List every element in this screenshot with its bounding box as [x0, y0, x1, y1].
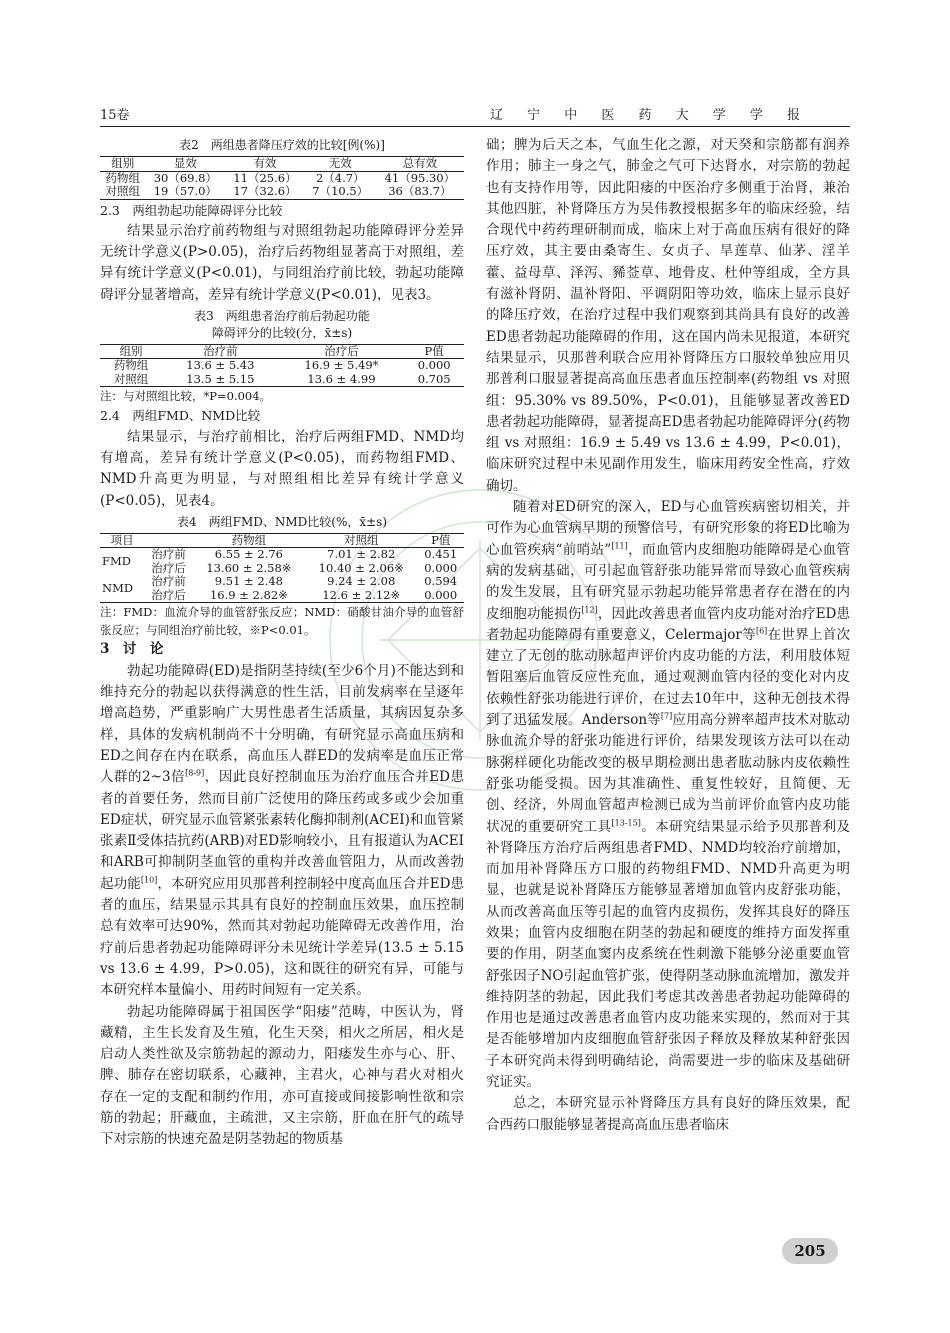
paragraph: 总之，本研究显示补肾降压方具有良好的降压效果，配合西药口服能够显著提高高血压患者临床 [486, 1095, 850, 1133]
citation-ref: [7] [660, 711, 673, 721]
table2-cell: 11（25.6） [233, 170, 297, 185]
table-row [100, 359, 464, 373]
section-heading: 2.4 两组FMD、NMD比较 [100, 408, 261, 424]
table4-cell: 16.9 ± 2.82※ [193, 589, 305, 603]
paragraph: 础；脾为后天之本，气血生化之源，对天癸和宗筋都有润养作用；肺主一身之气，肺金之气可下达肾水，对宗筋的勃起也有支持作用等，因此阳痿的中医治疗多侧重于治肾，兼治其他四脏，补肾降压方为吴伟教授根据多年的临床经验，结合现代中药药理研制而成，临床上对于高血压病有很好的降压疗效，其主要由桑寄生、女贞子、旱莲草、仙茅、淫羊藿、益母草、泽泻、豨莶草、地骨皮、杜仲等组成，全方具有滋补肾阴、温补肾阳、平调阴阳等功效，临床上显示良好的降压疗效，在治疗过程中我们观察到其尚具有良好的改善ED患者勃起功能障碍的作用，这在国内尚未见报道，本研究结果显示，贝那普利联合应用补肾降压方口服较单独应用贝那普利口服显著提高高血压患者血压控制率(药物组 vs 对照组：95.30% vs 89.50%，P<0.01)，且能够显著改善ED患者勃起功能障碍，显著提高ED患者勃起功能障碍评分(药物组 vs 对照组：16.9 ± 5.49 vs 13.6 ± 4.99，P<0.01)，临床研究过程中未见副作用发生，临床用药安全性高，疗效确切。 [486, 137, 850, 494]
running-header [100, 100, 850, 127]
table-row [100, 562, 464, 576]
text-run: ，因此良好控制血压为治疗血压合并ED患者的首要任务，然而目前广泛使用的降压药或多或少会加重ED症状，研究显示血管紧张素转化酶抑制剂(ACEI)和血管紧张素Ⅱ受体拮抗药(ARB)对ED影响较小，且有报道认为ACEI和ARB可抑制阴茎血管的重构并改善血管阻力，从而改善勃起功能 [100, 769, 464, 892]
table4-cell: 0.000 [417, 589, 464, 603]
citation-ref: [13-15] [611, 818, 641, 827]
table4-cell: 治疗前 [151, 574, 186, 589]
table4-group-label: NMD [100, 575, 144, 603]
right-column [486, 135, 850, 1136]
table2-header-cell: 有效 [225, 157, 305, 172]
table2-cell: 17（32.6） [225, 185, 305, 199]
table2-cell: 2（4.7） [315, 170, 365, 185]
table3-caption [100, 308, 464, 342]
volume-label: 15卷 [100, 108, 130, 123]
table4-cell: 0.451 [424, 547, 458, 562]
paragraph: 勃起功能障碍属于祖国医学“阳痿”范畴，中医认为，肾藏精，主生长发育及生殖，化生天癸，相火之所居，相火是启动人类性欲及宗筋勃起的源动力，阳痿发生亦与心、肝、脾、肺存在密切联系，心藏神，主君火，心神与君火对相火存在一定的支配和制约作用，亦可直接或间接影响性欲和宗筋的勃起；肝藏血，主疏泄，又主宗筋，肝血在肝气的疏导下对宗筋的快速充盈是阴茎勃起的物质基 [100, 1003, 464, 1148]
table4-cell: 0.000 [424, 560, 458, 575]
paragraph [486, 497, 850, 1093]
table-row [100, 373, 464, 387]
table4-group-label: FMD [102, 554, 131, 569]
table-row [100, 575, 464, 589]
table4-header-cell: P值 [417, 533, 464, 548]
table4-note: 注：FMD：血流介导的血管舒张反应；NMD：硝酸甘油介导的血管舒张反应；与同组治疗前比较，※P<0.01。 [100, 605, 464, 638]
table3-cell: 对照组 [100, 373, 162, 387]
citation-ref: [11] [611, 541, 628, 551]
left-column [100, 135, 464, 1151]
table4-header-cell [144, 533, 193, 548]
text-run: 应用高分辨率超声技术对肱动脉血流介导的舒张功能进行评价，结果发现该方法可以在动脉粥样硬化功能改变的极早期检测出患者肱动脉内皮依赖性舒张功能受损。因为其准确性、重复性较好，且简便、无创、经济，外周血管超声检测已成为当前评价血管内皮功能状况的重要研究工具 [486, 712, 851, 835]
text-run: ，因此改善患者血管内皮功能对治疗ED患者勃起功能障碍有重要意义，Celermajor等 [486, 605, 850, 643]
paragraph: 结果显示，与治疗前相比，治疗后两组FMD、NMD均有增高，差异有统计学意义(P<0.05)，而药物组FMD、NMD升高更为明显，与对照组相比差异有统计学意义(P<0.05)，见表4。 [100, 428, 464, 509]
table3-header-cell: 治疗后 [279, 344, 405, 359]
table2-cell: 对照组 [100, 185, 146, 199]
table4-cell: 9.24 ± 2.08 [327, 574, 396, 589]
table3-header-cell: P值 [404, 344, 464, 359]
table4-cell: 12.6 ± 2.12※ [305, 589, 417, 603]
table2-cell: 30（69.8） [153, 170, 217, 185]
text-run: 随着对ED研究的深入，ED与心血管疾病密切相关，并可作为心血管病早期的预警信号，有研究形象的将ED比喻为心血管疾病“前哨站” [486, 499, 850, 558]
paragraph [100, 661, 464, 1002]
table4-cell: 10.40 ± 2.06※ [318, 560, 404, 575]
table4-caption: 表4 两组FMD、NMD比较(%，x̄±s) [176, 514, 388, 529]
table2-cell: 41（95.30） [384, 170, 456, 185]
citation-ref: [10] [140, 875, 158, 885]
text-run: 在世界上首次建立了无创的肱动脉超声评价内皮功能的方法，利用肢体短暂阻塞后血管反应性充血，通过观测血管内径的变化对内皮依赖性舒张功能进行评价，在过去10年中，这种无创技术得到了迅猛发展。Anderson等 [486, 626, 850, 729]
table4-cell: 治疗后 [144, 589, 193, 603]
table3-cell: 16.9 ± 5.49* [304, 358, 379, 373]
table3-cell: 13.6 ± 5.43 [186, 358, 255, 373]
table-row [100, 171, 464, 185]
table4-cell: 0.594 [424, 574, 458, 589]
paragraph: 结果显示治疗前药物组与对照组勃起功能障碍评分差异无统计学意义(P>0.05)，治疗后药物组显著高于对照组，差异有统计学意义(P<0.01)，与同组治疗前比较，勃起功能障碍评分显著增高，差异有统计学意义(P<0.01)，见表3。 [100, 222, 464, 303]
table2-header-cell: 显效 [146, 157, 226, 172]
table-row [100, 548, 464, 562]
table3-note: 注：与对照组比较，*P=0.004。 [100, 389, 272, 404]
table2-header-cell: 无效 [305, 157, 376, 172]
table3-header-cell: 治疗前 [162, 344, 278, 359]
table3-cell: 0.000 [417, 358, 451, 373]
table4-cell: 9.51 ± 2.48 [214, 574, 283, 589]
table4-header-cell: 药物组 [193, 533, 305, 548]
table4-cell: 治疗前 [151, 547, 186, 562]
table-row [100, 185, 464, 199]
table2-cell: 19（57.0） [146, 185, 226, 199]
table4-cell: 治疗后 [151, 560, 186, 575]
text-run: 。本研究结果显示给予贝那普利及补肾降压方治疗后两组患者FMD、NMD均较治疗前增加，而加用补肾降压方口服的药物组FMD、NMD升高更为明显，也就是说补肾降压方能够显著增加血管内皮舒张功能，从而改善高血压等引起的血管内皮损伤，发挥其良好的降压效果；血管内皮细胞在阴茎的勃起和硬度的维持方面发挥重要的作用，阴茎血窦内皮系统在性刺激下能够分泌重要血管舒张因子NO引起血管扩张，使得阴茎动脉血流增加，激发并维持阴茎的勃起，因此我们考虑其改善患者勃起功能障碍的作用也是通过改善患者血管内皮功能来实现的，然而对于其是否能够增加内皮细胞血管舒张因子释放及释放某种舒张因子本研究尚未得到明确结论，尚需要进一步的临床及基础研究证实。 [486, 818, 851, 1091]
table-row [100, 589, 464, 603]
table3-cell: 0.705 [404, 373, 464, 387]
table3-cell: 13.6 ± 4.99 [279, 373, 405, 387]
journal-name: 辽 宁 中 医 药 大 学 学 报 [489, 108, 810, 123]
table3-header-cell: 组别 [100, 344, 162, 359]
table2-header-cell: 总有效 [376, 157, 464, 172]
section-heading: 2.3 两组勃起功能障碍评分比较 [100, 202, 283, 218]
table3-cell: 13.5 ± 5.15 [162, 373, 278, 387]
table4-cell: 6.55 ± 2.76 [214, 547, 283, 562]
table3-caption-line: 障碍评分的比较(分，x̄±s) [211, 325, 353, 340]
table2-header-cell: 组别 [100, 157, 146, 172]
table2-caption: 表2 两组患者降压疗效的比较[例(%)] [179, 138, 385, 152]
section-heading: 3 讨 论 [100, 641, 164, 658]
table4-header-cell: 对照组 [305, 533, 417, 548]
table4 [100, 533, 464, 604]
table4-cell: 13.60 ± 2.58※ [206, 560, 292, 575]
table3 [100, 344, 464, 388]
page-number: 205 [782, 1238, 838, 1264]
table3-cell: 药物组 [113, 358, 149, 373]
table4-cell: 7.01 ± 2.82 [327, 547, 396, 562]
citation-ref: [12] [581, 605, 598, 615]
text-run: ，而血管内皮细胞功能障碍是心血管病的发病基础，可引起血管舒张功能异常而导致心血管疾病的发生发展，且有研究显示勃起功能异常患者存在潜在的内皮细胞功能损伤 [486, 541, 850, 622]
table2-cell: 药物组 [105, 170, 141, 185]
citation-ref: [6] [755, 626, 768, 636]
table2-cell: 36（83.7） [376, 185, 464, 199]
citation-ref: [8-9] [185, 768, 205, 778]
text-run: ，本研究应用贝那普利控制轻中度高血压合并ED患者的血压，结果显示其具有良好的控制血压效果，血压控制总有效率可达90%，然而其对勃起功能障碍无改善作用，治疗前后患者勃起功能障碍评分未见统计学差异(13.5 ± 5.15 vs 13.6 ± 4.99，P>0.05)，这和既往的研究有异，可能与本研究样本量偏小、用药时间短有一定关系。 [100, 875, 465, 999]
text-run: 勃起功能障碍(ED)是指阴茎持续(至少6个月)不能达到和维持充分的勃起以获得满意的性生活，目前发病率在呈逐年增高趋势，严重影响广大男性患者生活质量，其病因复杂多样，具体的发病机制尚不十分明确，有研究显示高血压病和ED之间存在内在联系，高血压人群ED的发病率是血压正常人群的2~3倍 [100, 662, 464, 786]
table3-caption-line: 表3 两组患者治疗前后勃起功能 [194, 308, 370, 323]
table2 [100, 156, 464, 200]
table2-cell: 7（10.5） [305, 185, 376, 199]
table4-header-cell: 项目 [100, 533, 144, 548]
